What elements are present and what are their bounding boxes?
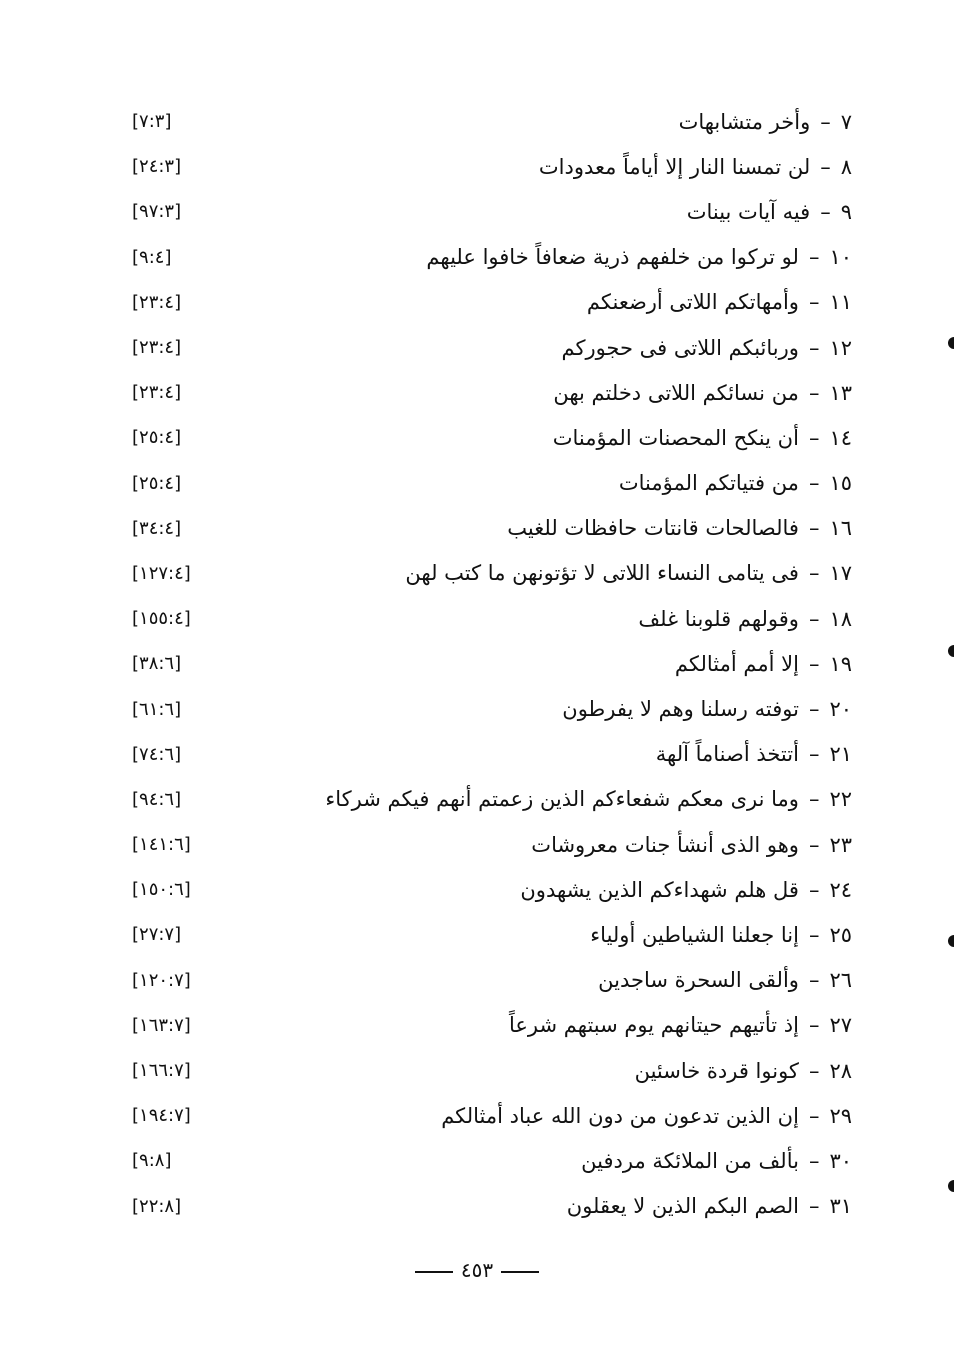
entry-number: ٢٣ bbox=[829, 832, 852, 857]
entry-phrase: الصم البكم الذين لا يعقلون bbox=[566, 1194, 799, 1219]
list-item bbox=[120, 867, 860, 912]
list-item bbox=[120, 1138, 860, 1183]
entry-reference: [١٤١:٦] bbox=[132, 834, 191, 856]
entry-number: ١٠ bbox=[829, 245, 852, 270]
entry-number: ٢١ bbox=[829, 742, 852, 767]
entry-phrase: كونوا قردة خاسئين bbox=[634, 1058, 799, 1083]
entry-number: ٢٢ bbox=[829, 787, 852, 812]
entry-reference: [٢٤:٣] bbox=[132, 156, 182, 178]
entry-phrase: إذ تأتيهم حيتانهم يوم سبتهم شرعاً bbox=[509, 1013, 799, 1038]
entry-reference: [٩٧:٣] bbox=[132, 201, 182, 223]
list-item bbox=[120, 189, 860, 234]
entry-phrase: لن تمسنا النار إلا أياماً معدودات bbox=[538, 154, 811, 179]
entry-separator: – bbox=[808, 832, 820, 857]
entry-reference: [١٢٧:٤] bbox=[132, 562, 191, 584]
entry-phrase: قل هلم شهداءكم الذين يشهدون bbox=[520, 877, 799, 902]
entry-phrase: توفته رسلنا وهم لا يفرطون bbox=[562, 697, 799, 722]
entry-separator: – bbox=[808, 245, 820, 270]
entry-text-line bbox=[531, 833, 852, 857]
entry-separator: – bbox=[808, 922, 820, 947]
entry-number: ١٧ bbox=[829, 561, 852, 586]
entry-text-line bbox=[675, 652, 852, 676]
entry-reference: [٢٢:٨] bbox=[132, 1195, 182, 1217]
entry-phrase: وأخر متشابهات bbox=[678, 109, 811, 134]
entry-number: ٢٦ bbox=[829, 968, 852, 993]
entry-list bbox=[120, 99, 860, 1229]
entry-text-line bbox=[638, 607, 852, 631]
entry-reference: [٢٥:٤] bbox=[132, 427, 182, 449]
entry-reference: [١٢٠:٧] bbox=[132, 969, 191, 991]
entry-reference: [١٦٣:٧] bbox=[132, 1014, 191, 1036]
entry-number: ١٩ bbox=[829, 651, 852, 676]
entry-phrase: إنا جعلنا الشياطين أولياء bbox=[590, 922, 799, 947]
entry-number: ٧ bbox=[840, 109, 852, 134]
entry-separator: – bbox=[808, 651, 820, 676]
entry-phrase: من نسائكم اللاتى دخلتم بهن bbox=[553, 380, 799, 405]
entry-text-line bbox=[553, 426, 852, 450]
entry-reference: [٢٣:٤] bbox=[132, 382, 182, 404]
entry-separator: – bbox=[808, 425, 820, 450]
entry-phrase: وما نرى معكم شفعاءكم الذين زعمتم أنهم فيكم شركاء bbox=[325, 787, 799, 812]
entry-separator: – bbox=[808, 968, 820, 993]
list-item bbox=[120, 1093, 860, 1138]
list-item bbox=[120, 777, 860, 822]
entry-number: ٢٥ bbox=[829, 922, 852, 947]
entry-text-line bbox=[687, 200, 852, 224]
entry-reference: [٩:٤] bbox=[132, 246, 172, 268]
entry-reference: [٢٧:٧] bbox=[132, 924, 182, 946]
list-item bbox=[120, 461, 860, 506]
entry-separator: – bbox=[808, 380, 820, 405]
page-number bbox=[0, 1258, 954, 1282]
entry-text-line bbox=[553, 381, 852, 405]
entry-reference: [٢٥:٤] bbox=[132, 472, 182, 494]
entry-number: ٢٨ bbox=[829, 1058, 852, 1083]
entry-phrase: وقولهم قلوبنا غلف bbox=[638, 606, 799, 631]
entry-separator: – bbox=[808, 1194, 820, 1219]
entry-text-line bbox=[656, 742, 852, 766]
entry-phrase: فيه آيات بينات bbox=[686, 199, 811, 224]
list-item bbox=[120, 1184, 860, 1229]
page-number-value: ٤٥٣ bbox=[460, 1258, 494, 1282]
list-item bbox=[120, 551, 860, 596]
entry-separator: – bbox=[820, 199, 831, 224]
entry-number: ٩ bbox=[840, 199, 852, 224]
entry-separator: – bbox=[808, 606, 820, 631]
entry-text-line bbox=[598, 968, 852, 992]
entry-number: ١٦ bbox=[829, 516, 852, 541]
entry-text-line bbox=[561, 336, 852, 360]
entry-phrase: بألف من الملائكة مردفين bbox=[581, 1148, 799, 1173]
entry-number: ٣١ bbox=[829, 1194, 852, 1219]
list-item bbox=[120, 912, 860, 957]
entry-reference: [٦١:٦] bbox=[132, 698, 182, 720]
entry-text-line bbox=[562, 697, 852, 721]
entry-number: ١٣ bbox=[829, 380, 852, 405]
entry-phrase: وألقى السحرة ساجدين bbox=[598, 968, 799, 993]
page-number-dash-left bbox=[415, 1271, 453, 1273]
entry-number: ٢٧ bbox=[829, 1013, 852, 1038]
margin-mark bbox=[948, 337, 954, 349]
list-item bbox=[120, 506, 860, 551]
entry-text-line bbox=[581, 1149, 852, 1173]
entry-reference: [٣٨:٦] bbox=[132, 653, 182, 675]
entry-phrase: إن الذين تدعون من دون الله عباد أمثالكم bbox=[441, 1103, 799, 1128]
entry-separator: – bbox=[808, 787, 820, 812]
entry-separator: – bbox=[808, 290, 820, 315]
entry-separator: – bbox=[808, 561, 820, 586]
list-item bbox=[120, 822, 860, 867]
entry-reference: [٣٤:٤] bbox=[132, 517, 182, 539]
list-item bbox=[120, 144, 860, 189]
entry-text-line bbox=[590, 923, 852, 947]
entry-separator: – bbox=[820, 154, 831, 179]
entry-phrase: فالصالحات قانتات حافظات للغيب bbox=[507, 516, 799, 541]
list-item bbox=[120, 235, 860, 280]
entry-separator: – bbox=[808, 516, 820, 541]
entry-number: ١٨ bbox=[829, 606, 852, 631]
entry-number: ٢٤ bbox=[829, 877, 852, 902]
entry-number: ٣٠ bbox=[829, 1148, 852, 1173]
entry-number: ٢٩ bbox=[829, 1103, 852, 1128]
entry-text-line bbox=[325, 787, 852, 811]
entry-number: ١٥ bbox=[829, 471, 852, 496]
entry-separator: – bbox=[808, 335, 820, 360]
entry-text-line bbox=[441, 1104, 852, 1128]
entry-text-line bbox=[539, 155, 852, 179]
entry-reference: [٧٤:٦] bbox=[132, 743, 182, 765]
entry-number: ١٤ bbox=[829, 425, 852, 450]
entry-separator: – bbox=[808, 877, 820, 902]
list-item bbox=[120, 1003, 860, 1048]
entry-reference: [١٥٥:٤] bbox=[132, 608, 191, 630]
list-item bbox=[120, 415, 860, 460]
list-item bbox=[120, 686, 860, 731]
entry-separator: – bbox=[808, 697, 820, 722]
margin-mark bbox=[948, 1180, 954, 1192]
entry-reference: [٩:٨] bbox=[132, 1150, 172, 1172]
list-item bbox=[120, 958, 860, 1003]
entry-text-line bbox=[426, 245, 852, 269]
entry-separator: – bbox=[808, 1148, 820, 1173]
entry-phrase: أتتخذ أصناماً آلهة bbox=[655, 742, 799, 767]
list-item bbox=[120, 732, 860, 777]
entry-number: ١١ bbox=[829, 290, 852, 315]
entry-number: ٨ bbox=[840, 154, 852, 179]
entry-separator: – bbox=[808, 471, 820, 496]
margin-mark bbox=[948, 935, 954, 947]
entry-number: ٢٠ bbox=[829, 697, 852, 722]
entry-text-line bbox=[405, 561, 852, 585]
entry-text-line bbox=[587, 290, 852, 314]
entry-separator: – bbox=[808, 742, 820, 767]
entry-phrase: وربائبكم اللاتى فى حجوركم bbox=[561, 335, 799, 360]
entry-text-line bbox=[507, 516, 852, 540]
entry-reference: [١٦٦:٧] bbox=[132, 1060, 191, 1082]
list-item bbox=[120, 596, 860, 641]
entry-reference: [١٩٤:٧] bbox=[132, 1105, 191, 1127]
entry-phrase: إلا أمم أمثالكم bbox=[674, 651, 799, 676]
entry-reference: [١٥٠:٦] bbox=[132, 879, 191, 901]
entry-phrase: وأمهاتكم اللاتى أرضعنكم bbox=[586, 290, 799, 315]
list-item bbox=[120, 99, 860, 144]
entry-separator: – bbox=[808, 1103, 820, 1128]
entry-text-line bbox=[635, 1059, 852, 1083]
entry-reference: [٢٣:٤] bbox=[132, 337, 182, 359]
entry-reference: [٩٤:٦] bbox=[132, 788, 182, 810]
list-item bbox=[120, 325, 860, 370]
entry-number: ١٢ bbox=[829, 335, 852, 360]
entry-text-line bbox=[679, 110, 852, 134]
list-item bbox=[120, 280, 860, 325]
entry-phrase: أن ينكح المحصنات المؤمنات bbox=[552, 425, 799, 450]
entry-separator: – bbox=[808, 1058, 820, 1083]
entry-separator: – bbox=[808, 1013, 820, 1038]
entry-separator: – bbox=[820, 109, 831, 134]
entry-text-line bbox=[520, 878, 852, 902]
page-number-dash-right bbox=[501, 1271, 539, 1273]
list-item bbox=[120, 641, 860, 686]
entry-text-line bbox=[567, 1194, 852, 1218]
entry-phrase: وهو الذى أنشأ جنات معروشات bbox=[531, 832, 799, 857]
entry-text-line bbox=[619, 471, 852, 495]
entry-phrase: لو تركوا من خلفهم ذرية ضعافاً خافوا عليهم bbox=[426, 245, 799, 270]
margin-mark bbox=[948, 645, 954, 657]
entry-phrase: من فتياتكم المؤمنات bbox=[618, 471, 799, 496]
list-item bbox=[120, 1048, 860, 1093]
entry-reference: [٧:٣] bbox=[132, 111, 172, 133]
entry-phrase: فى يتامى النساء اللاتى لا تؤتونهن ما كتب لهن bbox=[405, 561, 799, 586]
entry-text-line bbox=[509, 1013, 852, 1037]
entry-reference: [٢٣:٤] bbox=[132, 291, 182, 313]
list-item bbox=[120, 370, 860, 415]
